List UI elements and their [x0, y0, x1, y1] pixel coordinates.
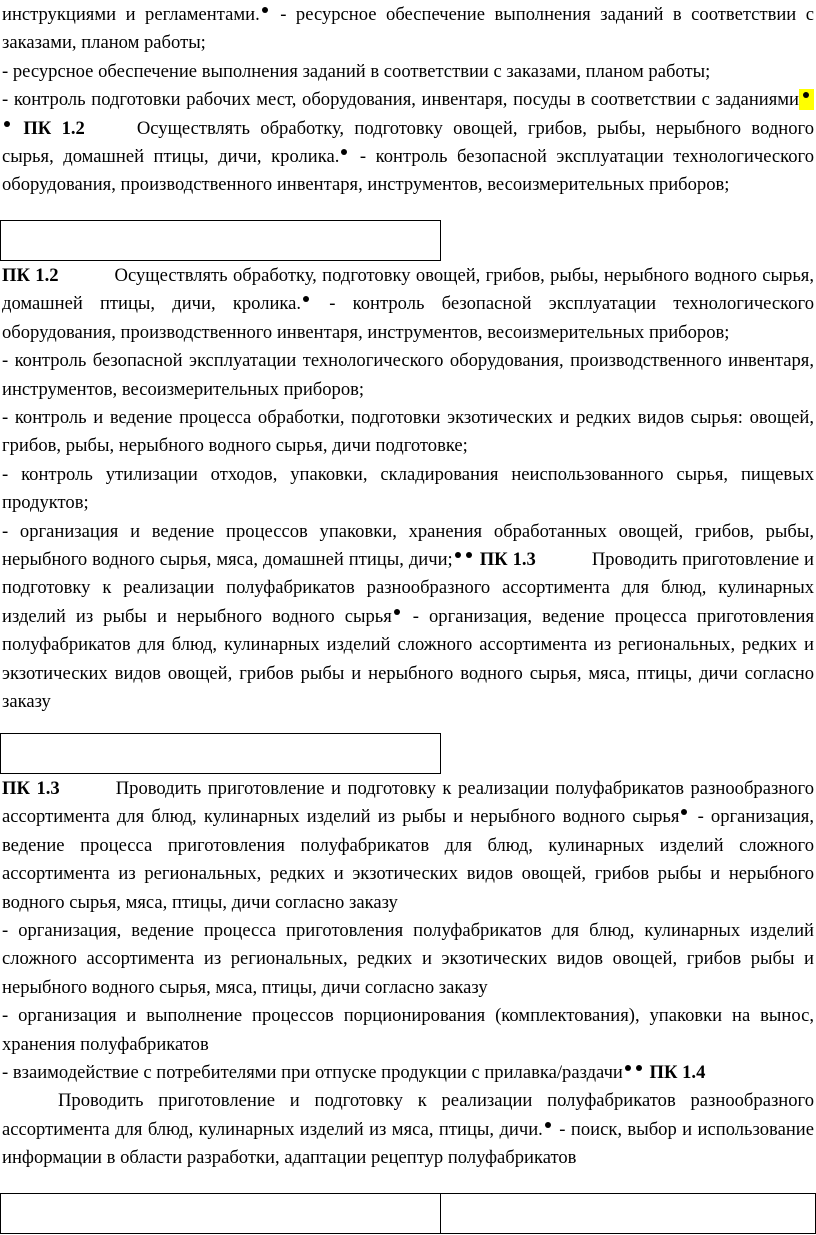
text-segment: - организация, ведение процесса приготовления полуфабрикатов для блюд, кулинарных изделий сложного ассортимента из региональных, редких и экзотических видов овощей, грибов рыбы и нерыбного водного сырья, мяса, птицы, дичи согласно заказу [2, 920, 814, 998]
bullet-icon [466, 552, 472, 558]
competency-title: Осуществлять обработку, подготовку овощей, грибов, рыбы, нерыбного водного сырья, домашней птицы, дичи, кролика. [2, 265, 814, 315]
highlight-mark [799, 89, 814, 110]
competency-title: Осуществлять обработку, подготовку овощей, грибов, рыбы, нерыбного водного сырья, домашней птицы, дичи, кролика. [2, 117, 814, 168]
bullet-icon [455, 552, 461, 558]
text-segment: - организация и ведение процессов упаковки, хранения обработанных овощей, грибов, рыбы, нерыбного водного сырья, мяса, домашней птицы, дичи; [2, 520, 814, 571]
competency-code: ПК 1.3 [479, 549, 536, 571]
table-cell-box [0, 733, 441, 774]
text-segment: - контроль безопасной эксплуатации технологического оборудования, производственного инвентаря, инструментов, весоизмерительных приборов; [2, 293, 814, 343]
bullet-icon [341, 149, 347, 155]
bullet-icon [394, 609, 400, 615]
text-segment: - поиск, выбор и использование информации в области разработки, адаптации рецептур полуфабрикатов [2, 1118, 814, 1169]
bullet-icon [625, 1065, 631, 1071]
paragraph-2 [2, 262, 814, 717]
table-cell-box [440, 1193, 816, 1234]
competency-title: Проводить приготовление и подготовку к реализации полуфабрикатов разнообразного ассортимента для блюд, кулинарных изделий из рыбы и нерыбного водного сырья [2, 778, 815, 828]
bullet-icon [262, 7, 268, 13]
competency-code: ПК 1.2 [23, 117, 85, 139]
bullet-icon [4, 121, 10, 127]
text-segment: - ресурсное обеспечение выполнения заданий в соответствии с заказами, планом работы; [2, 60, 711, 82]
competency-code: ПК 1.2 [2, 265, 59, 286]
bullet-icon [803, 92, 809, 98]
bullet-icon [681, 809, 687, 815]
bullet-icon [545, 1122, 551, 1128]
text-segment: - организация, ведение процесса приготовления полуфабрикатов для блюд, кулинарных изделий сложного ассортимента из региональных, редких и экзотических видов овощей, грибов рыбы и нерыбного водного сырья, мяса, птицы, дичи согласно заказу [2, 806, 814, 913]
text-segment: - контроль безопасной эксплуатации технологического оборудования, производственного инвентаря, инструментов, весоизмерительных приборов; [2, 146, 815, 196]
table-cell-box [0, 220, 441, 261]
text-segment: - контроль и ведение процесса обработки, подготовки экзотических и редких видов сырья: овощей, грибов, рыбы, нерыбного водного сырья, дичи подготовке; [2, 407, 814, 457]
competency-code: ПК 1.3 [2, 778, 60, 799]
bullet-icon [303, 296, 309, 302]
competency-title: Проводить приготовление и подготовку к реализации полуфабрикатов разнообразного ассортимента для блюд, кулинарных изделий из рыбы и нерыбного водного сырья [2, 549, 814, 627]
text-segment: - контроль подготовки рабочих мест, оборудования, инвентаря, посуды в соответствии с заданиями [2, 89, 799, 111]
text-segment: - ресурсное обеспечение выполнения заданий в соответствии с заказами, планом работы; [2, 4, 815, 54]
text-segment: - контроль утилизации отходов, упаковки, складирования неиспользованного сырья, пищевых продуктов; [2, 463, 814, 514]
competency-title: Проводить приготовление и подготовку к реализации полуфабрикатов разнообразного ассортимента для блюд, кулинарных изделий из мяса, птицы, дичи. [2, 1090, 814, 1140]
competency-code: ПК 1.4 [649, 1062, 706, 1084]
text-segment: - контроль безопасной эксплуатации технологического оборудования, производственного инвентаря, инструментов, весоизмерительных приборов; [2, 350, 814, 400]
bullet-icon [636, 1065, 642, 1071]
table-cell-box [0, 1193, 441, 1234]
paragraph-3 [2, 775, 814, 1173]
text-segment: инструкциями и регламентами. [2, 4, 260, 25]
text-segment: - организация, ведение процесса приготовления полуфабрикатов для блюд, кулинарных изделий сложного ассортимента из региональных, редких и экзотических видов овощей, грибов рыбы и нерыбного водного сырья, мяса, птицы, дичи согласно заказу [2, 605, 814, 713]
paragraph-1 [2, 1, 814, 200]
text-segment: - взаимодействие с потребителями при отпуске продукции с прилавка/раздачи [2, 1062, 623, 1084]
text-segment: - организация и выполнение процессов порционирования (комплектования), упаковки на вынос, хранения полуфабрикатов [2, 1005, 814, 1055]
